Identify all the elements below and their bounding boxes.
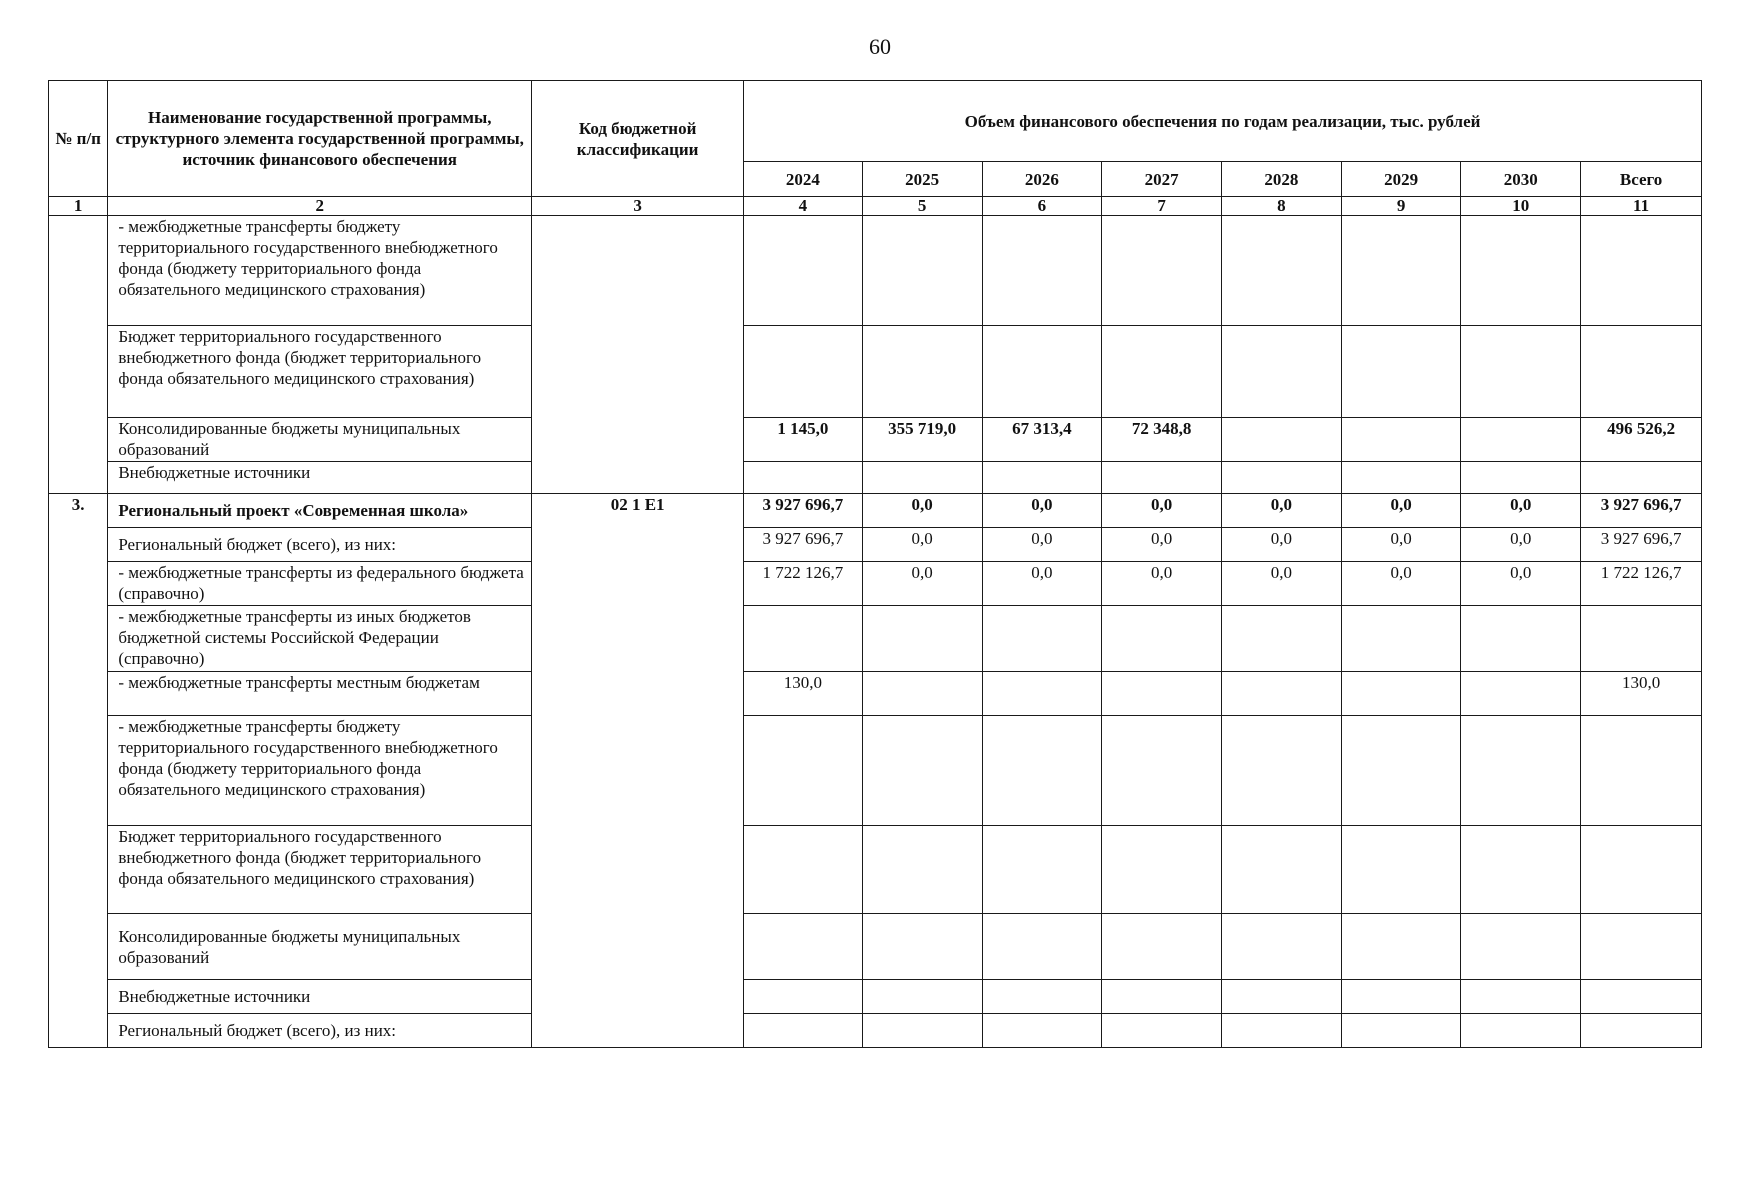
table-row [49,326,1702,418]
row-value [982,1014,1102,1048]
row-value [982,326,1102,418]
row-value [1221,326,1341,418]
row-name: Бюджет территориального государственного внебюджетного фонда (бюджет территориального фонда обязательного медицинского страхования) [108,326,532,418]
row-value [744,1014,863,1048]
table-row [49,528,1702,562]
row-value: 1 145,0 [744,418,863,462]
row-value [862,672,982,716]
row-value [1221,826,1341,914]
row-value [1221,716,1341,826]
row-value [982,826,1102,914]
row-value [1221,418,1341,462]
row-value: 1 722 126,7 [744,562,863,606]
row-name: Консолидированные бюджеты муниципальных образований [108,418,532,462]
table-row [49,914,1702,980]
header-volume: Объем финансового обеспечения по годам реализации, тыс. рублей [744,81,1702,162]
row-value: 0,0 [1102,528,1222,562]
table-row [49,494,1702,528]
row-value [744,716,863,826]
row-value [744,826,863,914]
row-name: Региональный проект «Современная школа» [108,494,532,528]
column-number: 9 [1341,197,1461,216]
row-value [982,606,1102,672]
row-value [862,462,982,494]
table-row [49,418,1702,462]
row-name: Региональный бюджет (всего), из них: [108,1014,532,1048]
page-number: 60 [869,34,891,59]
row-name: - межбюджетные трансферты из федерального бюджета (справочно) [108,562,532,606]
row-value [1461,980,1581,1014]
row-value [1221,980,1341,1014]
header-code: Код бюджетной классификации [532,81,744,197]
row-value: 0,0 [982,494,1102,528]
row-value [1341,672,1461,716]
table-row [49,980,1702,1014]
row-value [982,716,1102,826]
row-name: Внебюджетные источники [108,980,532,1014]
row-value [1341,1014,1461,1048]
row-value: 0,0 [1221,528,1341,562]
row-value [1102,716,1222,826]
row-value [1341,606,1461,672]
table-row [49,826,1702,914]
row-value: 355 719,0 [862,418,982,462]
row-name: - межбюджетные трансферты из иных бюджетов бюджетной системы Российской Федерации (справочно) [108,606,532,672]
row-value [1581,216,1702,326]
row-value: 0,0 [1461,528,1581,562]
header-year: 2027 [1102,162,1222,197]
row-value [1461,716,1581,826]
row-name: Бюджет территориального государственного внебюджетного фонда (бюджет территориального фонда обязательного медицинского страхования) [108,826,532,914]
row-name: Консолидированные бюджеты муниципальных образований [108,914,532,980]
column-number: 2 [108,197,532,216]
header-year: 2024 [744,162,863,197]
table-row [49,562,1702,606]
row-value [1221,914,1341,980]
row-value [862,980,982,1014]
row-value [1581,716,1702,826]
row-value [1221,606,1341,672]
row-value [1581,326,1702,418]
row-value [1102,216,1222,326]
row-value [1341,914,1461,980]
row-value [1221,216,1341,326]
row-value [1221,462,1341,494]
column-number: 10 [1461,197,1581,216]
row-value: 0,0 [982,528,1102,562]
row-value: 3 927 696,7 [744,528,863,562]
row-code: 02 1 E1 [532,494,744,1048]
row-value: 0,0 [1341,528,1461,562]
row-value [1102,826,1222,914]
row-value [1581,914,1702,980]
row-value [982,216,1102,326]
row-value [982,672,1102,716]
column-number: 7 [1102,197,1222,216]
row-value: 0,0 [1461,494,1581,528]
table-row [49,462,1702,494]
header-year: 2029 [1341,162,1461,197]
row-value [1581,462,1702,494]
header-year: 2028 [1221,162,1341,197]
table-row [49,606,1702,672]
row-value: 0,0 [1221,494,1341,528]
row-value [744,606,863,672]
row-value: 67 313,4 [982,418,1102,462]
row-value [982,462,1102,494]
row-value [1102,914,1222,980]
column-number: 5 [862,197,982,216]
row-value [1102,606,1222,672]
row-value [744,980,863,1014]
row-value [1102,462,1222,494]
row-value [862,1014,982,1048]
row-value [1461,462,1581,494]
row-value [1102,326,1222,418]
table-row [49,672,1702,716]
row-value [1461,914,1581,980]
row-value [744,914,863,980]
row-value: 0,0 [1102,494,1222,528]
row-value [1461,826,1581,914]
row-value [1341,826,1461,914]
column-number: 4 [744,197,863,216]
row-value [1341,326,1461,418]
row-name: - межбюджетные трансферты бюджету территориального государственного внебюджетного фонда (бюджету территориального фонда обязательного медицинского страхования) [108,716,532,826]
row-value [1221,1014,1341,1048]
row-value: 72 348,8 [1102,418,1222,462]
row-value [1341,980,1461,1014]
row-value: 0,0 [982,562,1102,606]
financing-table [48,80,1702,1048]
row-value [1341,418,1461,462]
row-value [982,980,1102,1014]
row-value: 130,0 [744,672,863,716]
row-value: 0,0 [1221,562,1341,606]
row-value: 0,0 [862,528,982,562]
column-number: 8 [1221,197,1341,216]
row-value [1102,1014,1222,1048]
row-value [862,826,982,914]
header-total: Всего [1581,162,1702,197]
row-value [1461,606,1581,672]
row-value: 496 526,2 [1581,418,1702,462]
row-value [1102,980,1222,1014]
row-value [1102,672,1222,716]
row-value [1221,672,1341,716]
row-value [1581,1014,1702,1048]
row-value [862,716,982,826]
row-value [1461,1014,1581,1048]
row-value [1461,672,1581,716]
row-value [744,326,863,418]
row-value [1581,980,1702,1014]
table-row [49,716,1702,826]
row-value: 3 927 696,7 [1581,528,1702,562]
row-code [532,216,744,494]
row-value: 0,0 [1341,562,1461,606]
row-name: Внебюджетные источники [108,462,532,494]
header-year: 2025 [862,162,982,197]
row-value [862,914,982,980]
row-value: 130,0 [1581,672,1702,716]
row-value [1461,418,1581,462]
row-value [862,606,982,672]
row-value [1461,326,1581,418]
column-number: 3 [532,197,744,216]
row-value: 0,0 [1461,562,1581,606]
row-value: 3 927 696,7 [744,494,863,528]
row-no [49,216,108,494]
row-value [1581,826,1702,914]
row-value [1341,462,1461,494]
row-name: Региональный бюджет (всего), из них: [108,528,532,562]
row-name: - межбюджетные трансферты местным бюджетам [108,672,532,716]
row-value [1341,716,1461,826]
header-no: № п/п [49,81,108,197]
row-value: 1 722 126,7 [1581,562,1702,606]
header-name: Наименование государственной программы, структурного элемента государственной программы, источник финансового обеспечения [108,81,532,197]
row-value: 0,0 [862,494,982,528]
row-value [1461,216,1581,326]
column-number: 6 [982,197,1102,216]
row-value [1581,606,1702,672]
row-value [862,216,982,326]
header-year: 2026 [982,162,1102,197]
row-value: 0,0 [1341,494,1461,528]
row-value [744,216,863,326]
row-value [982,914,1102,980]
column-number: 11 [1581,197,1702,216]
row-value: 0,0 [862,562,982,606]
row-no: 3. [49,494,108,1048]
row-value [744,462,863,494]
row-value [862,326,982,418]
table-row [49,1014,1702,1048]
row-value: 0,0 [1102,562,1222,606]
row-name: - межбюджетные трансферты бюджету территориального государственного внебюджетного фонда (бюджету территориального фонда обязательного медицинского страхования) [108,216,532,326]
table-row [49,216,1702,326]
header-year: 2030 [1461,162,1581,197]
row-value [1341,216,1461,326]
column-number: 1 [49,197,108,216]
row-value: 3 927 696,7 [1581,494,1702,528]
